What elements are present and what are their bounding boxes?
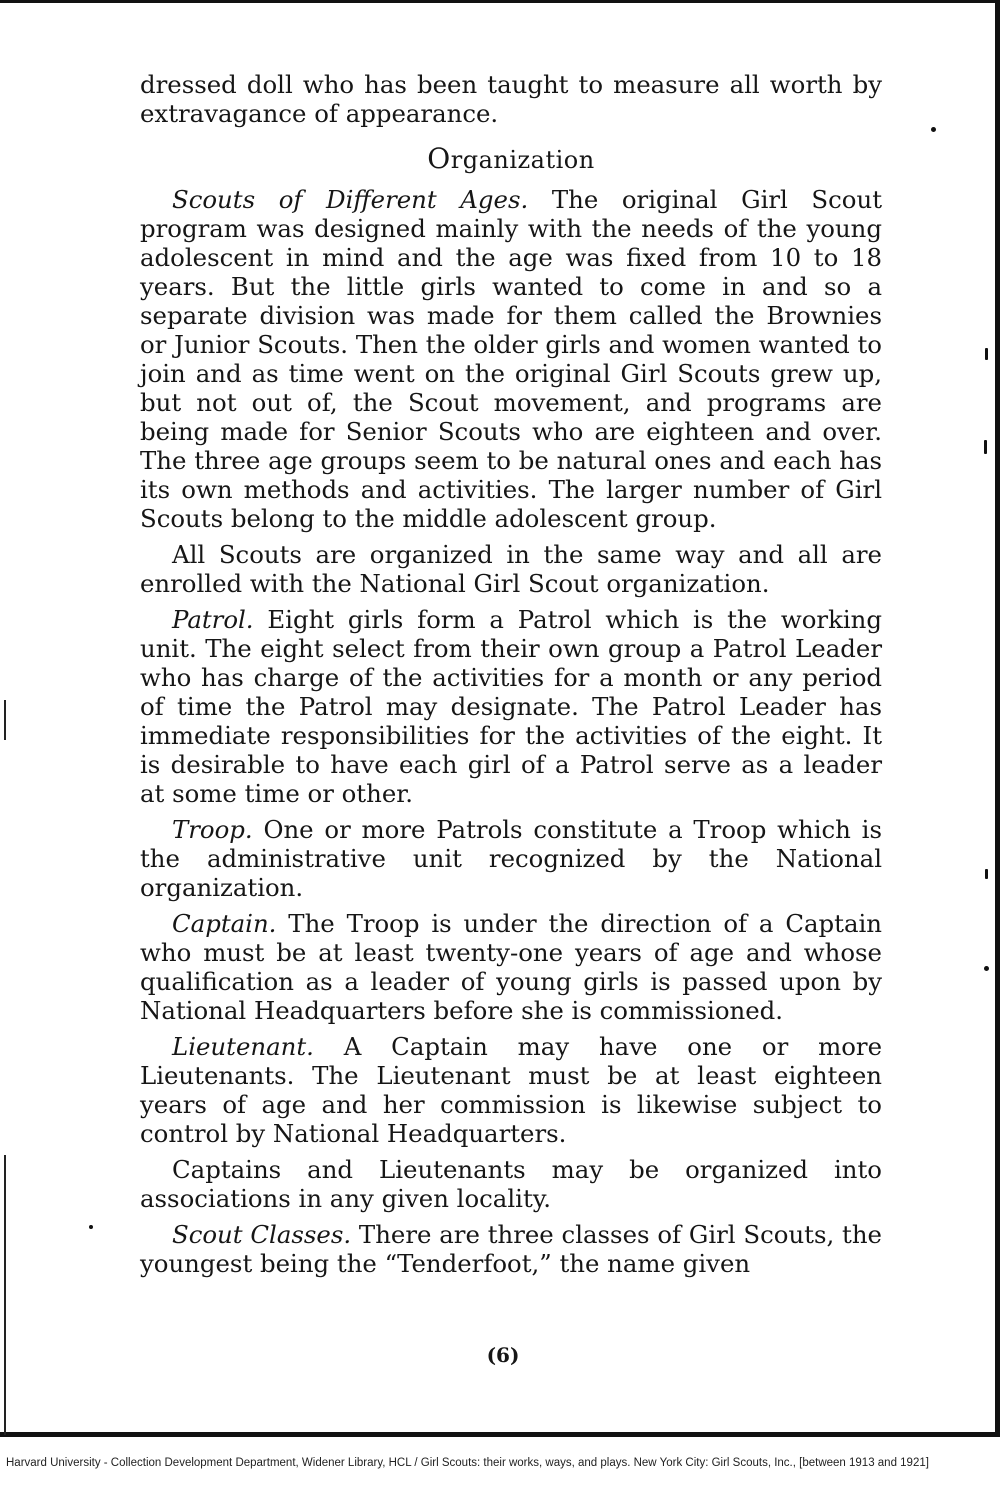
scan-speck: [984, 440, 987, 454]
run-in-heading: Scouts of Different Ages.: [172, 185, 529, 214]
run-in-heading: Scout Classes.: [172, 1220, 352, 1249]
paragraph-text: Eight girls form a Patrol which is the working unit. The eight select from their own group a Patrol Leader who has charge of the activities for a month or any period of time the Patrol may designate. The Patrol Leader has immediate responsibilities for the activities of the eight. It is desirable to have each girl of a Patrol serve as a leader at some time or other.: [140, 605, 882, 808]
page-body-text: [140, 70, 882, 1285]
paragraph-captain: [140, 909, 882, 1025]
scan-speck: [985, 869, 988, 879]
run-in-heading: Lieutenant.: [172, 1032, 314, 1061]
scan-speck: [985, 348, 988, 360]
paragraph-text: Captains and Lieutenants may be organized into associations in any given locality.: [140, 1155, 882, 1213]
paragraph-text: All Scouts are organized in the same way and all are enrolled with the National Girl Scout organization.: [140, 540, 882, 598]
paragraph-text: The original Girl Scout program was designed mainly with the needs of the young adolescent in mind and the age was fixed from 10 to 18 years. But the little girls wanted to come in and so a separate division was made for them called the Brownies or Junior Scouts. Then the older girls and women wanted to join and as time went on the original Girl Scouts grew up, but not out of, the Scout movement, and programs are being made for Senior Scouts who are eighteen and over. The three age groups seem to be natural ones and each has its own methods and activities. The larger number of Girl Scouts belong to the middle adolescent group.: [140, 185, 882, 533]
scan-speck: [89, 1225, 93, 1229]
section-heading: [140, 144, 882, 175]
scan-edge-mark: [4, 700, 6, 740]
run-in-heading: Troop.: [172, 815, 253, 844]
continued-paragraph: dressed doll who has been taught to measure all worth by extravagance of appearance.: [140, 70, 882, 128]
paragraph-scouts-of-different-ages: [140, 185, 882, 533]
paragraph-text: There are three classes of Girl Scouts, the youngest being the “Tenderfoot,” the name given: [140, 1220, 882, 1278]
source-citation: Harvard University - Collection Development Department, Widener Library, HCL / Girl Scouts: their works, ways, and plays. New York City: Girl Scouts, Inc., [between 1913 and 1921]: [6, 1457, 929, 1469]
paragraph-associations: [140, 1155, 882, 1213]
page-number: (6): [486, 1343, 520, 1367]
heading-rest: rganization: [450, 146, 595, 174]
scan-edge-mark: [4, 1155, 6, 1435]
paragraph-organization: [140, 540, 882, 598]
heading-initial: O: [427, 142, 451, 175]
paragraph-text: A Captain may have one or more Lieutenants. The Lieutenant must be at least eighteen years of age and her commission is likewise subject to control by National Headquarters.: [140, 1032, 882, 1148]
run-in-heading: Captain.: [172, 909, 277, 938]
scan-speck: [984, 966, 989, 971]
paragraph-patrol: [140, 605, 882, 808]
paragraph-scout-classes: [140, 1220, 882, 1278]
run-in-heading: Patrol.: [172, 605, 254, 634]
paragraph-troop: [140, 815, 882, 902]
paragraph-text: The Troop is under the direction of a Captain who must be at least twenty-one years of age and whose qualification as a leader of young girls is passed upon by National Headquarters before she is commissioned.: [140, 909, 882, 1025]
paragraph-text: One or more Patrols constitute a Troop which is the administrative unit recognized by the National organization.: [140, 815, 882, 902]
paragraph-lieutenant: [140, 1032, 882, 1148]
scan-speck: [931, 127, 936, 132]
